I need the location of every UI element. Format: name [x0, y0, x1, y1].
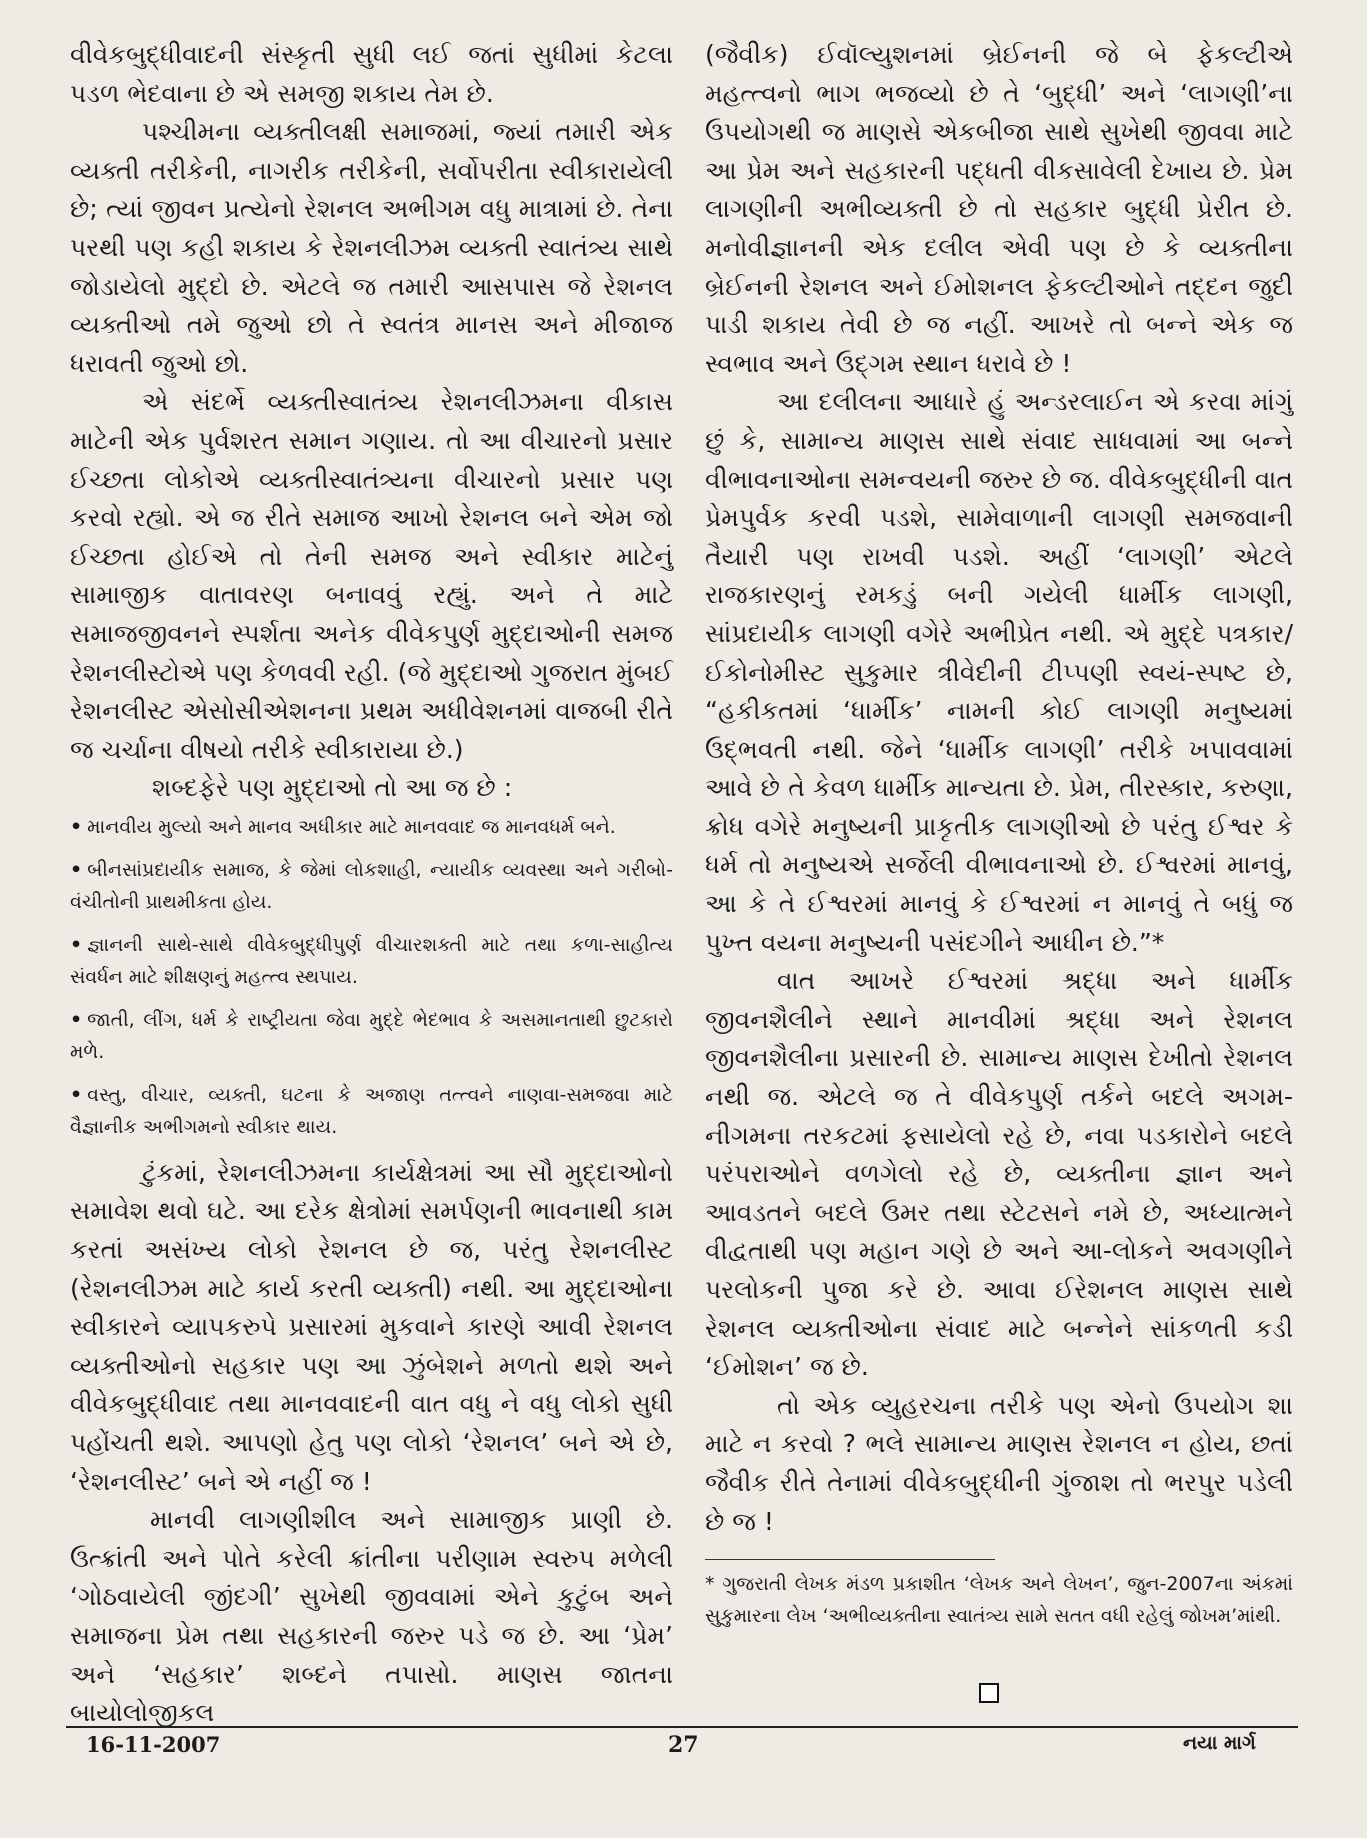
footnote-divider: [705, 1559, 995, 1560]
list-item: [70, 1004, 673, 1068]
paragraph: એ સંદર્ભે વ્યક્તીસ્વાતંત્ર્ય રેશનલીઝમના વીકાસ માટેની એક પુર્વશરત સમાન ગણાય. તો આ વીચારનો પ્રસાર ઈચ્છતા લોકોએ વ્યક્તીસ્વાતંત્ર્યના વીચારનો પ્રસાર પણ કરવો રહ્યો. એ જ રીતે સમાજ આખો રેશનલ બને એમ જો ઈચ્છતા હોઈએ તો તેની સમજ અને સ્વીકાર માટેનું સામાજીક વાતાવરણ બનાવવું રહ્યું. અને તે માટે સમાજજીવનને સ્પર્શતા અનેક વીવેકપુર્ણ મુદ્દાઓની સમજ રેશનલીસ્ટોએ પણ કેળવવી રહી. (જે મુદ્દાઓ ગુજરાત મુંબઈ રેશનલીસ્ટ એસોસીએશનના પ્રથમ અધીવેશનમાં વાજબી રીતે જ ચર્ચાના વીષયો તરીકે સ્વીકારાયા છે.): [70, 387, 673, 764]
paragraph: (જૈવીક) ઈવૉલ્યુશનમાં બ્રેઈનની જે બે ફેકલ્ટીએ મહત્ત્વનો ભાગ ભજવ્યો છે તે ‘બુદ્ધી’ અને ‘લાગણી’ના ઉપયોગથી જ માણસે એકબીજા સાથે સુખેથી જીવવા માટે આ પ્રેમ અને સહકારની પદ્ધતી વીકસાવેલી દેખાય છે. પ્રેમ લાગણીની અભીવ્યક્તી છે તો સહકાર બુદ્ધી પ્રેરીત છે. મનોવીજ્ઞાનની એક દલીલ એવી પણ છે કે વ્યક્તીના બ્રેઈનની રેશનલ અને ઈમોશનલ ફેકલ્ટીઓને તદ્દન જુદી પાડી શકાય તેવી છે જ નહીં. આખરે તો બન્ને એક જ સ્વભાવ અને ઉદ્ગમ સ્થાન ધરાવે છે !: [705, 40, 1293, 378]
list-item: [70, 929, 673, 993]
list-item-text: બીનસાંપ્રદાયીક સમાજ, કે જેમાં લોકશાહી, ન્યાયીક વ્યવસ્થા અને ગરીબો-વંચીતોની પ્રાથમીકતા હોય.: [70, 858, 673, 913]
left-column: [70, 36, 673, 1733]
bullet-list: [70, 811, 673, 1143]
right-column: [705, 36, 1293, 1632]
paragraph: માનવી લાગણીશીલ અને સામાજીક પ્રાણી છે. ઉત્ક્રાંતી અને પોતે કરેલી ક્રાંતીના પરીણામ સ્વરુપ મળેલી ‘ગોઠવાયેલી જીંદગી’ સુખેથી જીવવામાં એને કુટુંબ અને સમાજના પ્રેમ તથા સહકારની જરુર પડે જ છે. આ ‘પ્રેમ’ અને ‘સહકાર’ શબ્દને તપાસો. માણસ જાતના બાયોલોજીકલ: [70, 1505, 673, 1728]
list-item: [70, 811, 673, 843]
bullet-dot-icon: •: [70, 815, 83, 838]
paragraph: વીવેકબુદ્ધીવાદની સંસ્કૃતી સુધી લઈ જતાં સુધીમાં કેટલા પડળ ભેદવાના છે એ સમજી શકાય તેમ છે.: [70, 40, 673, 108]
list-item: [70, 1079, 673, 1143]
bullet-list-heading: શબ્દફેરે પણ મુદ્દાઓ તો આ જ છે :: [152, 773, 513, 803]
paragraph: તો એક વ્યુહરચના તરીકે પણ એનો ઉપયોગ શા માટે ન કરવો ? ભલે સામાન્ય માણસ રેશનલ ન હોય, છતાં જૈવીક રીતે તેનામાં વીવેકબુદ્ધીની ગુંજાશ તો ભરપુર પડેલી છે જ !: [705, 1390, 1293, 1536]
square-end-mark-icon: [979, 1683, 999, 1703]
bullet-dot-icon: •: [70, 1083, 83, 1106]
list-item-text: જાતી, લીંગ, ધર્મ કે રાષ્ટ્રીયતા જેવા મુદ્દે ભેદભાવ કે અસમાનતાથી છુટકારો મળે.: [70, 1008, 673, 1063]
paragraph: આ દલીલના આધારે હું અન્ડરલાઈન એ કરવા માંગું છું કે, સામાન્ય માણસ સાથે સંવાદ સાધવામાં આ બન્ને વીભાવનાઓના સમન્વયની જરુર છે જ. વીવેકબુદ્ધીની વાત પ્રેમપુર્વક કરવી પડશે, સામેવાળાની લાગણી સમજવાની તૈયારી પણ રાખવી પડશે. અહીં ‘લાગણી’ એટલે રાજકારણનું રમકડું બની ગયેલી ધાર્મીક લાગણી, સાંપ્રદાયીક લાગણી વગેરે અભીપ્રેત નથી. એ મુદ્દે પત્રકાર/ઈકોનોમીસ્ટ સુકુમાર ત્રીવેદીની ટીપ્પણી સ્વયં-સ્પષ્ટ છે, “હકીકતમાં ‘ધાર્મીક’ નામની કોઈ લાગણી મનુષ્યમાં ઉદ્ભવતી નથી. જેને ‘ધાર્મીક લાગણી’ તરીકે ખપાવવામાં આવે છે તે કેવળ ધાર્મીક માન્યતા છે. પ્રેમ, તીરસ્કાર, કરુણા, ક્રોધ વગેરે મનુષ્યની પ્રાકૃતીક લાગણીઓ છે પરંતુ ઈશ્વર કે ધર્મ તો મનુષ્યએ સર્જેલી વીભાવનાઓ છે. ઈશ્વરમાં માનવું, આ કે તે ઈશ્વરમાં માનવું કે ઈશ્વરમાં ન માનવું તે બધું જ પુખ્ત વયના મનુષ્યની પસંદગીને આધીન છે.”*: [705, 387, 1293, 957]
page-number: 27: [668, 1732, 699, 1758]
footer-divider: [66, 1726, 1298, 1728]
bullet-dot-icon: •: [70, 858, 83, 881]
list-item-text: વસ્તુ, વીચાર, વ્યક્તી, ઘટના કે અજાણ તત્ત્વને નાણવા-સમજવા માટે વૈજ્ઞાનીક અભીગમનો સ્વીકાર થાય.: [70, 1083, 673, 1138]
bullet-dot-icon: •: [70, 933, 83, 956]
bullet-dot-icon: •: [70, 1008, 83, 1031]
list-item-text: માનવીય મુલ્યો અને માનવ અધીકાર માટે માનવવાદ જ માનવધર્મ બને.: [87, 815, 616, 838]
paragraph: વાત આખરે ઈશ્વરમાં શ્રદ્ધા અને ધાર્મીક જીવનશૈલીને સ્થાને માનવીમાં શ્રદ્ધા અને રેશનલ જીવનશૈલીના પ્રસારની છે. સામાન્ય માણસ દેખીતો રેશનલ નથી જ. એટલે જ તે વીવેકપુર્ણ તર્કને બદલે અગમ-નીગમના તરકટમાં ફસાયેલો રહે છે, નવા પડકારોને બદલે પરંપરાઓને વળગેલો રહે છે, વ્યક્તીના જ્ઞાન અને આવડતને બદલે ઉમર તથા સ્ટેટસને નમે છે, અધ્યાત્મને વીદ્વતાથી પણ મહાન ગણે છે અને આ-લોકને અવગણીને પરલોકની પુજા કરે છે. આવા ઈરેશનલ માણસ સાથે રેશનલ વ્યક્તીઓના સંવાદ માટે બન્નેને સાંકળતી કડી ‘ઈમોશન’ જ છે.: [705, 966, 1293, 1382]
magazine-name: નયા માર્ગ: [1183, 1732, 1256, 1754]
paragraph: પશ્ચીમના વ્યક્તીલક્ષી સમાજમાં, જ્યાં તમારી એક વ્યક્તી તરીકેની, નાગરીક તરીકેની, સર્વોપરીતા સ્વીકારાયેલી છે; ત્યાં જીવન પ્રત્યેનો રેશનલ અભીગમ વધુ માત્રામાં છે. તેના પરથી પણ કહી શકાય કે રેશનલીઝમ વ્યક્તી સ્વાતંત્ર્ય સાથે જોડાયેલો મુદ્દો છે. એટલે જ તમારી આસપાસ જે રેશનલ વ્યક્તીઓ તમે જુઓ છો તે સ્વતંત્ર માનસ અને મીજાજ ધરાવતી જુઓ છો.: [70, 117, 673, 378]
paragraph: ટુંકમાં, રેશનલીઝમના કાર્યક્ષેત્રમાં આ સૌ મુદ્દાઓનો સમાવેશ થવો ઘટે. આ દરેક ક્ષેત્રોમાં સમર્પણની ભાવનાથી કામ કરતાં અસંખ્ય લોકો રેશનલ છે જ, પરંતુ રેશનલીસ્ટ (રેશનલીઝમ માટે કાર્ય કરતી વ્યક્તી) નથી. આ મુદ્દાઓના સ્વીકારને વ્યાપકરુપે પ્રસારમાં મુકવાને કારણે આવી રેશનલ વ્યક્તીઓનો સહકાર પણ આ ઝુંબેશને મળતો થશે અને વીવેકબુદ્ધીવાદ તથા માનવવાદની વાત વધુ ને વધુ લોકો સુધી પહોંચતી થશે. આપણો હેતુ પણ લોકો ‘રેશનલ’ બને એ છે, ‘રેશનલીસ્ટ’ બને એ નહીં જ !: [70, 1157, 673, 1496]
footnote: * ગુજરાતી લેખક મંડળ પ્રકાશીત ‘લેખક અને લેખન’, જુન-2007ના અંકમાં સુકુમારના લેખ ‘અભીવ્યક્તીના સ્વાતંત્ર્ય સામે સતત વધી રહેલું જોખમ’માંથી.: [705, 1573, 1293, 1628]
list-item: [70, 854, 673, 918]
list-item-text: જ્ઞાનની સાથે-સાથે વીવેકબુદ્ધીપુર્ણ વીચારશક્તી માટે તથા કળા-સાહીત્ય સંવર્ધન માટે શીક્ષણનું મહત્ત્વ સ્થપાય.: [70, 933, 673, 988]
issue-date: 16-11-2007: [86, 1732, 221, 1757]
